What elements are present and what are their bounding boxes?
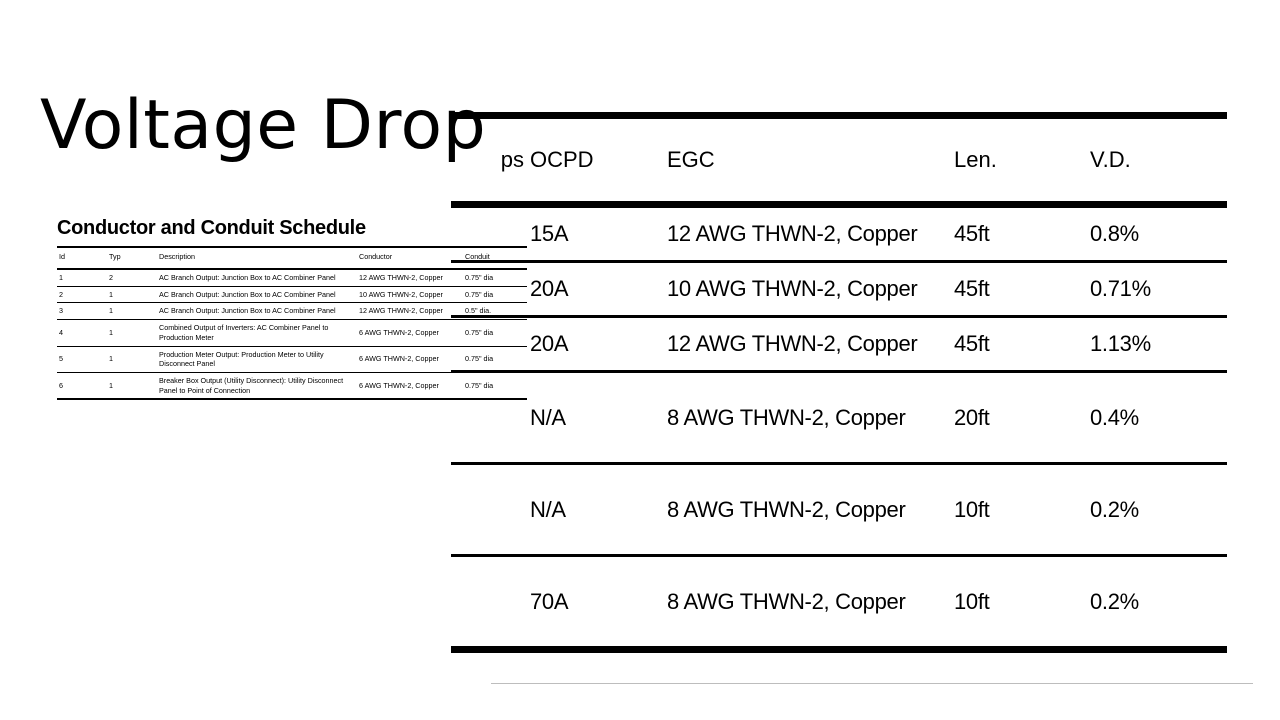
schedule-cell-conductor: 6 AWG THWN-2, Copper bbox=[357, 346, 463, 372]
schedule-cell-conduit: 0.75" dia bbox=[463, 269, 527, 286]
schedule-title: Conductor and Conduit Schedule bbox=[57, 217, 366, 239]
voltage-cell-ocpd: N/A bbox=[530, 464, 667, 556]
voltage-cell-amps bbox=[451, 205, 530, 262]
schedule-cell-description: Production Meter Output: Production Meter to Utility Disconnect Panel bbox=[157, 346, 357, 372]
voltage-cell-egc: 10 AWG THWN-2, Copper bbox=[667, 262, 954, 317]
schedule-cell-conductor: 6 AWG THWN-2, Copper bbox=[357, 373, 463, 400]
schedule-cell-conduit: 0.5" dia. bbox=[463, 303, 527, 320]
voltage-cell-egc: 8 AWG THWN-2, Copper bbox=[667, 372, 954, 464]
schedule-cell-description: Combined Output of Inverters: AC Combiner Panel to Production Meter bbox=[157, 320, 357, 346]
schedule-cell-typ: 1 bbox=[107, 320, 157, 346]
schedule-cell-id: 3 bbox=[57, 303, 107, 320]
voltage-header-vd: V.D. bbox=[1090, 116, 1227, 205]
voltage-cell-vd: 0.8% bbox=[1090, 205, 1227, 262]
schedule-cell-typ: 1 bbox=[107, 373, 157, 400]
voltage-cell-egc: 12 AWG THWN-2, Copper bbox=[667, 317, 954, 372]
schedule-cell-description: AC Branch Output: Junction Box to AC Combiner Panel bbox=[157, 269, 357, 286]
voltage-cell-length: 20ft bbox=[954, 372, 1090, 464]
schedule-cell-typ: 2 bbox=[107, 269, 157, 286]
schedule-cell-conduit: 0.75" dia bbox=[463, 286, 527, 303]
voltage-cell-ocpd: 20A bbox=[530, 317, 667, 372]
schedule-cell-conduit: 0.75" dia bbox=[463, 320, 527, 346]
schedule-header-typ: Typ bbox=[107, 247, 157, 269]
voltage-cell-egc: 12 AWG THWN-2, Copper bbox=[667, 205, 954, 262]
voltage-cell-length: 45ft bbox=[954, 205, 1090, 262]
conductor-schedule-image bbox=[57, 217, 494, 400]
voltage-header-length: Len. bbox=[954, 116, 1090, 205]
schedule-cell-conductor: 12 AWG THWN-2, Copper bbox=[357, 269, 463, 286]
schedule-cell-typ: 1 bbox=[107, 303, 157, 320]
voltage-row bbox=[451, 556, 1227, 650]
voltage-cell-amps bbox=[451, 317, 530, 372]
voltage-cell-vd: 0.4% bbox=[1090, 372, 1227, 464]
voltage-cell-length: 10ft bbox=[954, 464, 1090, 556]
schedule-cell-conduit: 0.75" dia bbox=[463, 373, 527, 400]
voltage-header-egc: EGC bbox=[667, 116, 954, 205]
voltage-header-amps-partial: ps bbox=[451, 116, 530, 205]
voltage-cell-egc: 8 AWG THWN-2, Copper bbox=[667, 556, 954, 650]
voltage-cell-vd: 0.71% bbox=[1090, 262, 1227, 317]
voltage-cell-ocpd: 70A bbox=[530, 556, 667, 650]
voltage-cell-length: 10ft bbox=[954, 556, 1090, 650]
schedule-header-id: Id bbox=[57, 247, 107, 269]
voltage-row bbox=[451, 205, 1227, 262]
voltage-cell-amps bbox=[451, 372, 530, 464]
voltage-cell-ocpd: 15A bbox=[530, 205, 667, 262]
voltage-cell-vd: 0.2% bbox=[1090, 464, 1227, 556]
voltage-header-row bbox=[451, 116, 1227, 205]
schedule-header-conduit: Conduit bbox=[463, 247, 527, 269]
schedule-cell-id: 4 bbox=[57, 320, 107, 346]
voltage-cell-length: 45ft bbox=[954, 262, 1090, 317]
voltage-cell-amps bbox=[451, 262, 530, 317]
voltage-cell-ocpd: N/A bbox=[530, 372, 667, 464]
voltage-cell-amps bbox=[451, 464, 530, 556]
voltage-row bbox=[451, 464, 1227, 556]
schedule-cell-description: AC Branch Output: Junction Box to AC Combiner Panel bbox=[157, 286, 357, 303]
voltage-cell-length: 45ft bbox=[954, 317, 1090, 372]
schedule-cell-conduit: 0.75" dia bbox=[463, 346, 527, 372]
schedule-cell-id: 5 bbox=[57, 346, 107, 372]
voltage-cell-vd: 0.2% bbox=[1090, 556, 1227, 650]
voltage-cell-ocpd: 20A bbox=[530, 262, 667, 317]
schedule-cell-description: Breaker Box Output (Utility Disconnect): Utility Disconnect Panel to Point of Connection bbox=[157, 373, 357, 400]
schedule-cell-conductor: 10 AWG THWN-2, Copper bbox=[357, 286, 463, 303]
schedule-cell-id: 2 bbox=[57, 286, 107, 303]
schedule-cell-conductor: 6 AWG THWN-2, Copper bbox=[357, 320, 463, 346]
schedule-cell-id: 6 bbox=[57, 373, 107, 400]
voltage-cell-vd: 1.13% bbox=[1090, 317, 1227, 372]
schedule-cell-conductor: 12 AWG THWN-2, Copper bbox=[357, 303, 463, 320]
voltage-row bbox=[451, 317, 1227, 372]
voltage-cell-egc: 8 AWG THWN-2, Copper bbox=[667, 464, 954, 556]
voltage-drop-table bbox=[451, 112, 1227, 653]
slide-title: Voltage Drop bbox=[40, 86, 487, 165]
voltage-row bbox=[451, 262, 1227, 317]
bottom-divider bbox=[491, 683, 1253, 684]
voltage-drop-table-image bbox=[491, 112, 1227, 653]
voltage-cell-amps bbox=[451, 556, 530, 650]
voltage-row bbox=[451, 372, 1227, 464]
schedule-cell-typ: 1 bbox=[107, 346, 157, 372]
schedule-cell-id: 1 bbox=[57, 269, 107, 286]
schedule-cell-typ: 1 bbox=[107, 286, 157, 303]
schedule-header-conductor: Conductor bbox=[357, 247, 463, 269]
schedule-cell-description: AC Branch Output: Junction Box to AC Combiner Panel bbox=[157, 303, 357, 320]
voltage-header-ocpd: OCPD bbox=[530, 116, 667, 205]
schedule-header-description: Description bbox=[157, 247, 357, 269]
